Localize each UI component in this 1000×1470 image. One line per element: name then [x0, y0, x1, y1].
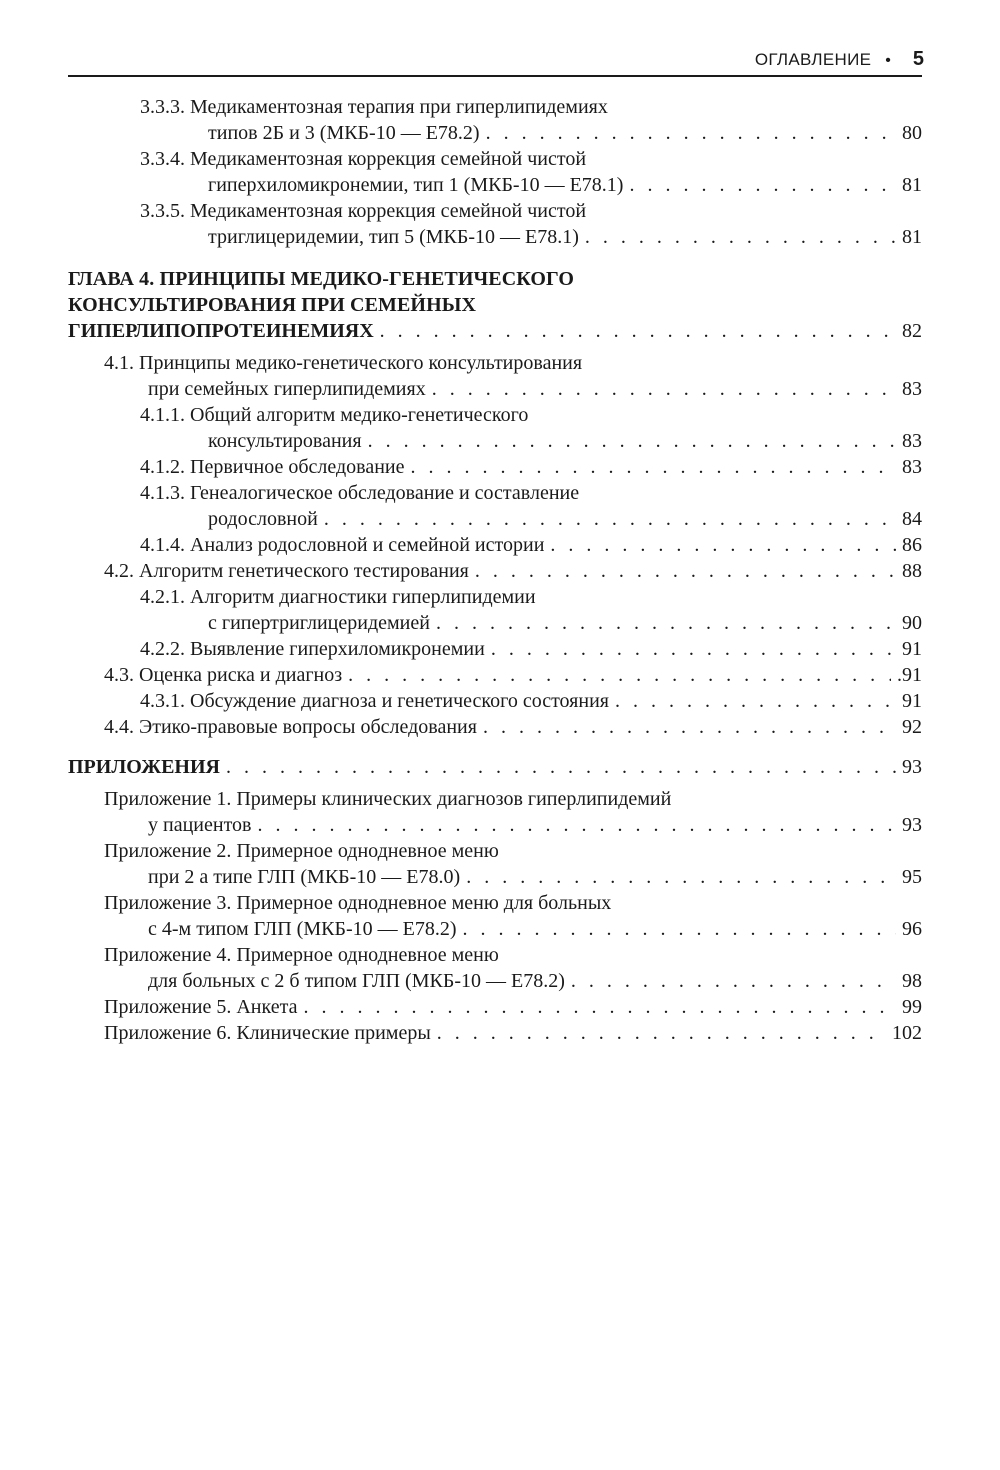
toc-entry-text: Приложение 6. Клинические примеры — [104, 1022, 431, 1044]
toc-appendix-3[interactable] — [104, 890, 922, 942]
running-header — [755, 48, 924, 71]
bullet-icon: • — [885, 52, 891, 69]
toc-entry-text: консультирования — [208, 430, 362, 452]
toc-entry-4-3-1[interactable] — [140, 688, 922, 714]
running-header-title: ОГЛАВЛЕНИЕ — [754, 50, 872, 69]
header-divider — [68, 75, 922, 77]
toc-entry-4-2-1[interactable] — [140, 584, 922, 636]
spacer — [0, 740, 1000, 754]
toc-chapter-text: ГИПЕРЛИПОПРОТЕИНЕМИЯХ — [68, 320, 374, 342]
toc-entry-text: типов 2Б и 3 (МКБ-10 — Е78.2) — [208, 122, 480, 144]
leader-dots — [486, 120, 896, 146]
toc-entry-page: 91 — [902, 690, 922, 712]
toc-entry-text: Приложение 4. Примерное однодневное меню — [104, 944, 499, 966]
toc-entry-page: 92 — [902, 716, 922, 738]
toc-entry-page: 96 — [902, 918, 922, 940]
toc-entry-text: Приложение 1. Примеры клинических диагнозов гиперлипидемий — [104, 788, 672, 810]
toc-entry-text: 4.1.3. Генеалогическое обследование и составление — [140, 482, 580, 504]
toc-entry-4-3[interactable] — [104, 662, 922, 688]
toc-entry-text: с 4-м типом ГЛП (МКБ-10 — Е78.2) — [148, 918, 457, 940]
leader-dots — [411, 454, 896, 480]
toc-entry-page: 83 — [902, 378, 922, 400]
toc-entry-page: .91 — [897, 664, 922, 686]
toc-entry-page: 88 — [902, 560, 922, 582]
toc-entry-page: 80 — [902, 122, 922, 144]
toc-entry-text: 3.3.4. Медикаментозная коррекция семейной чистой — [140, 148, 587, 170]
toc-entry-text: 4.2. Алгоритм генетического тестирования — [104, 560, 469, 582]
toc-entry-text: 4.2.1. Алгоритм диагностики гиперлипидемии — [140, 586, 536, 608]
leader-dots — [483, 714, 896, 740]
toc-appendix-6[interactable] — [104, 1020, 922, 1046]
leader-dots — [585, 224, 896, 250]
toc-entry-text: гиперхиломикронемии, тип 1 (МКБ-10 — Е78.1) — [208, 174, 624, 196]
toc-entry-4-1-2[interactable] — [140, 454, 922, 480]
toc-entry-text: 4.4. Этико-правовые вопросы обследования — [104, 716, 477, 738]
toc-entry-text: Приложение 2. Примерное однодневное меню — [104, 840, 499, 862]
toc-appendix-4[interactable] — [104, 942, 922, 994]
leader-dots — [466, 864, 896, 890]
toc-entry-page: 83 — [902, 456, 922, 478]
leader-dots — [491, 636, 896, 662]
toc-appendix-5[interactable] — [104, 994, 922, 1020]
toc-entry-text: 4.2.2. Выявление гиперхиломикронемии — [140, 638, 485, 660]
toc-entry-page: 91 — [902, 638, 922, 660]
toc-entry-page: 86 — [902, 534, 922, 556]
toc-entry-text: 3.3.3. Медикаментозная терапия при гиперлипидемиях — [140, 96, 608, 118]
toc-entry-text: 3.3.5. Медикаментозная коррекция семейной чистой — [140, 200, 587, 222]
toc-entry-4-1-1[interactable] — [140, 402, 922, 454]
toc-chapter-text: ГЛАВА 4. ПРИНЦИПЫ МЕДИКО-ГЕНЕТИЧЕСКОГО — [68, 268, 574, 290]
toc-entry-text: родословной — [208, 508, 318, 530]
toc-entry-4-2-2[interactable] — [140, 636, 922, 662]
toc-entry-4-2[interactable] — [104, 558, 922, 584]
toc-entry-text: триглицеридемии, тип 5 (МКБ-10 — Е78.1) — [208, 226, 579, 248]
toc-entry-page: 81 — [902, 174, 922, 196]
toc-entry-text: Приложение 5. Анкета — [104, 996, 298, 1018]
toc-appendix-1[interactable] — [104, 786, 922, 838]
leader-dots — [615, 688, 896, 714]
toc-entry-3-3-3[interactable] — [140, 94, 922, 146]
leader-dots — [303, 994, 896, 1020]
toc-chapter-4[interactable] — [68, 266, 922, 344]
toc-entry-text: для больных с 2 б типом ГЛП (МКБ-10 — Е78.2) — [148, 970, 565, 992]
leader-dots — [380, 318, 896, 344]
toc-entry-3-3-4[interactable] — [140, 146, 922, 198]
toc-entry-page: 82 — [902, 320, 922, 342]
leader-dots — [550, 532, 896, 558]
toc-entry-page: 81 — [902, 226, 922, 248]
toc-entry-4-4[interactable] — [104, 714, 922, 740]
toc-entry-text: у пациентов — [148, 814, 252, 836]
toc-entry-text: Приложение 3. Примерное однодневное меню для больных — [104, 892, 612, 914]
leader-dots — [571, 968, 896, 994]
toc-entry-page: 99 — [902, 996, 922, 1018]
leader-dots — [437, 1020, 886, 1046]
toc-entry-text: 4.1.1. Общий алгоритм медико-генетического — [140, 404, 529, 426]
toc-entry-page: 93 — [902, 814, 922, 836]
toc-chapter-text: КОНСУЛЬТИРОВАНИЯ ПРИ СЕМЕЙНЫХ — [68, 294, 477, 316]
toc-entry-text: 4.3. Оценка риска и диагноз — [104, 664, 343, 686]
toc-entry-page: 83 — [902, 430, 922, 452]
spacer — [0, 250, 1000, 266]
toc-entry-text: при семейных гиперлипидемиях — [148, 378, 426, 400]
leader-dots — [348, 662, 891, 688]
leader-dots — [436, 610, 896, 636]
leader-dots — [368, 428, 896, 454]
leader-dots — [629, 172, 896, 198]
toc-entry-page: 90 — [902, 612, 922, 634]
leader-dots — [463, 916, 897, 942]
toc-entry-page: 102 — [892, 1022, 922, 1044]
leader-dots — [226, 754, 896, 780]
toc-entry-text: при 2 а типе ГЛП (МКБ-10 — Е78.0) — [148, 866, 461, 888]
table-of-contents — [0, 94, 1000, 1046]
leader-dots — [324, 506, 896, 532]
toc-appendices[interactable] — [68, 754, 922, 780]
toc-entry-4-1-4[interactable] — [140, 532, 922, 558]
leader-dots — [258, 812, 897, 838]
toc-entry-text: 4.1.4. Анализ родословной и семейной истории — [140, 534, 545, 556]
toc-entry-page: 84 — [902, 508, 922, 530]
toc-entry-page: 95 — [902, 866, 922, 888]
toc-entry-text: 4.1. Принципы медико-генетического консультирования — [104, 352, 583, 374]
toc-entry-text: 4.1.2. Первичное обследование — [140, 456, 405, 478]
toc-entry-4-1[interactable] — [104, 350, 922, 402]
toc-chapter-text: ПРИЛОЖЕНИЯ — [68, 756, 220, 778]
page-number: 5 — [912, 48, 924, 70]
toc-entry-4-1-3[interactable] — [140, 480, 922, 532]
leader-dots — [475, 558, 896, 584]
toc-entry-text: 4.3.1. Обсуждение диагноза и генетического состояния — [140, 690, 609, 712]
toc-entry-text: с гипертриглицеридемией — [208, 612, 430, 634]
toc-entry-3-3-5[interactable] — [140, 198, 922, 250]
toc-entry-page: 98 — [902, 970, 922, 992]
leader-dots — [432, 376, 896, 402]
toc-appendix-2[interactable] — [104, 838, 922, 890]
toc-entry-page: 93 — [902, 756, 922, 778]
